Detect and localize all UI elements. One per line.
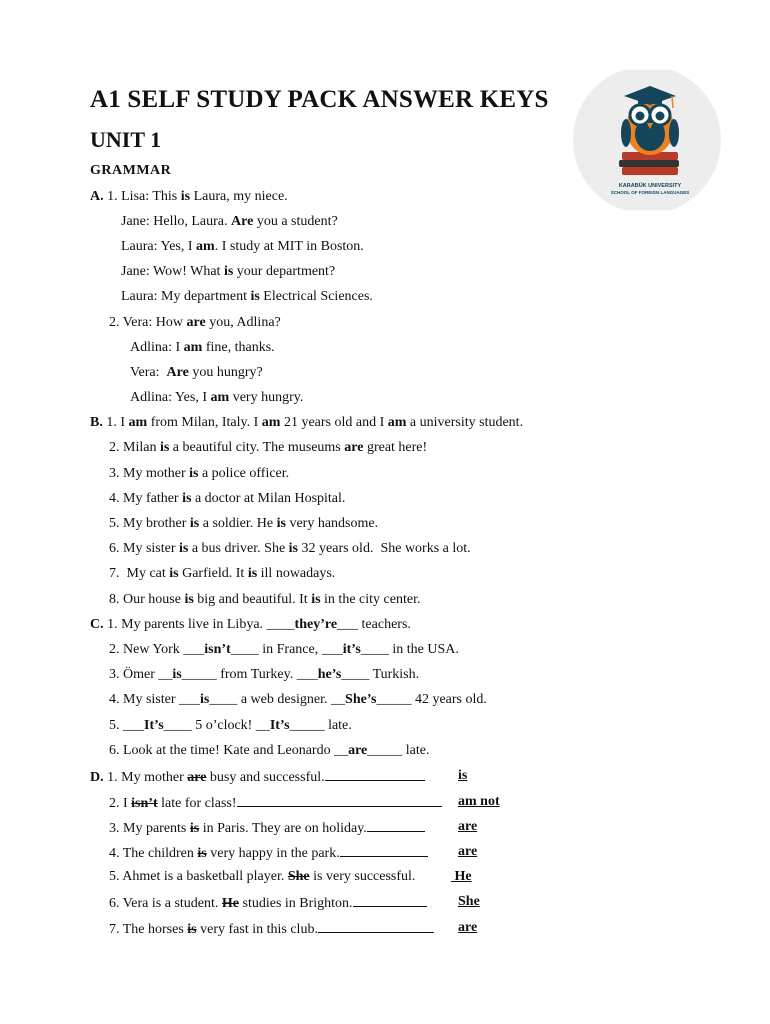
exercise-a-line: Jane: Wow! What is your department? (121, 264, 336, 279)
exercise-b-line: 8. Our house is big and beautiful. It is in the city center. (109, 592, 421, 607)
exercise-b-line: 5. My brother is a soldier. He is very handsome. (109, 516, 379, 531)
unit-heading: UNIT 1 (90, 127, 162, 152)
exercise-b-line: 4. My father is a doctor at Milan Hospital. (109, 491, 346, 506)
logo-line2: SCHOOL OF FOREIGN LANGUAGES (610, 190, 690, 195)
answer: are (458, 819, 478, 834)
exercise-b-line: B. 1. I am from Milan, Italy. I am 21 years old and I am a university student. (90, 415, 524, 430)
exercise-d-line: 7. The horses is very fast in this club. (109, 919, 434, 939)
exercise-c-line: 6. Look at the time! Kate and Leonardo __are_____ late. (109, 743, 430, 758)
part-label-c: C. (90, 617, 104, 632)
exercise-c-line: 3. Ömer __is_____ from Turkey. ___he’s____ Turkish. (109, 667, 420, 682)
exercise-c-line: 5. ___It’s____ 5 o’clock! __It’s_____ late. (109, 718, 352, 733)
part-label-b: B. (90, 415, 103, 430)
answer: is (458, 768, 468, 783)
exercise-a-line: Adlina: I am fine, thanks. (130, 340, 275, 355)
answer: He (451, 869, 472, 884)
page-title: A1 SELF STUDY PACK ANSWER KEYS (90, 86, 549, 113)
exercise-b-line: 7. My cat is Garfield. It is ill nowadays. (109, 566, 336, 581)
exercise-b-line: 3. My mother is a police officer. (109, 466, 290, 481)
answer: She (458, 894, 480, 909)
exercise-d-line: D. 1. My mother are busy and successful. (90, 767, 425, 787)
part-label-a: A. (90, 189, 104, 204)
answer: are (458, 844, 478, 859)
answer: am not (458, 794, 500, 809)
exercise-c-line: 4. My sister ___is____ a web designer. __She’s_____ 42 years old. (109, 692, 487, 707)
exercise-d-line: 3. My parents is in Paris. They are on holiday. (109, 818, 425, 838)
exercise-d-line: 2. I isn’t late for class! (109, 793, 442, 813)
exercise-d-line: 4. The children is very happy in the park. (109, 843, 428, 863)
part-label-d: D. (90, 770, 104, 785)
exercise-b-line: 6. My sister is a bus driver. She is 32 years old. She works a lot. (109, 541, 471, 556)
exercise-a-line: Adlina: Yes, I am very hungry. (130, 390, 304, 405)
logo-line1: KARABÜK UNIVERSITY (618, 183, 682, 189)
answer: are (458, 920, 478, 935)
exercise-a-line: Laura: My department is Electrical Sciences. (121, 289, 373, 304)
exercise-a-line: Laura: Yes, I am. I study at MIT in Boston. (121, 239, 364, 254)
exercise-b-line: 2. Milan is a beautiful city. The museums are great here! (109, 440, 428, 455)
exercise-a-line: Vera: Are you hungry? (130, 365, 263, 380)
university-logo (572, 70, 722, 210)
section-heading: GRAMMAR (90, 163, 172, 178)
exercise-c-line: 2. New York ___isn’t____ in France, ___it’s____ in the USA. (109, 642, 459, 657)
exercise-d-line: 6. Vera is a student. He studies in Brighton. (109, 893, 427, 913)
exercise-d-line: 5. Ahmet is a basketball player. She is very successful. (109, 869, 416, 884)
exercise-a-line: Jane: Hello, Laura. Are you a student? (121, 214, 338, 229)
exercise-a-line: 2. Vera: How are you, Adlina? (109, 315, 281, 330)
exercise-a-line: A. 1. Lisa: This is Laura, my niece. (90, 189, 288, 204)
exercise-c-line: C. 1. My parents live in Libya. ____they’re___ teachers. (90, 617, 411, 632)
